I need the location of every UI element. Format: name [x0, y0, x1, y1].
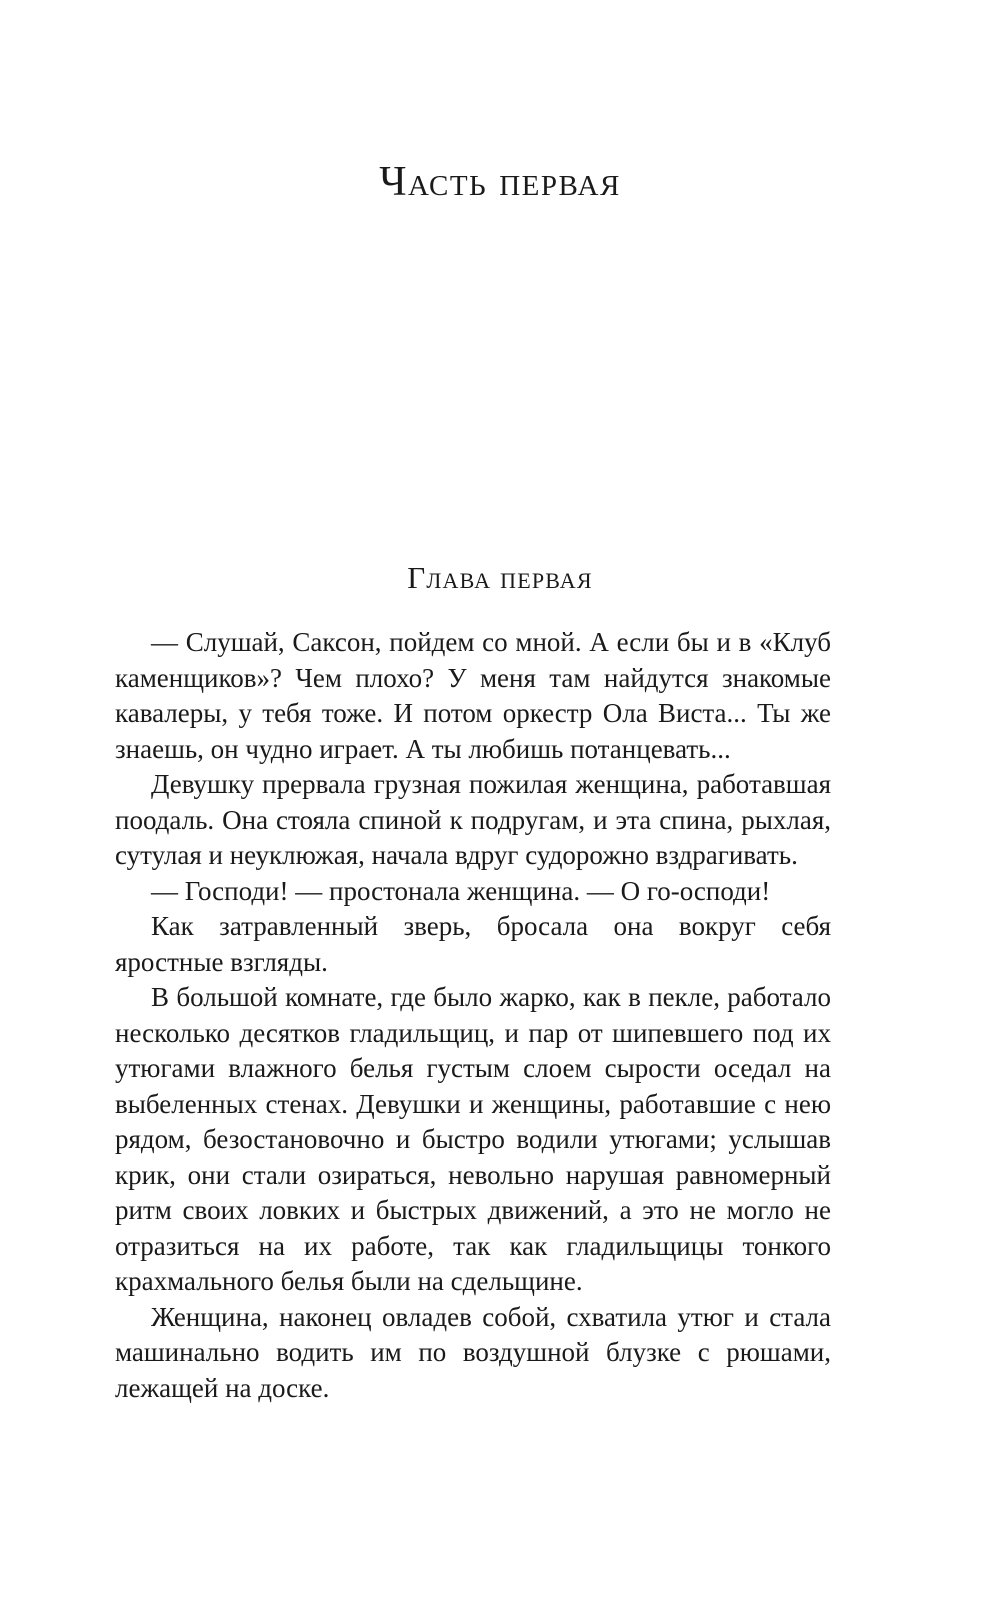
paragraph: Женщина, наконец овладев собой, схватила утюг и стала машинально водить им по воздушной блузке с рюшами, лежащей на доске.	[115, 1301, 831, 1403]
paragraph: Как затравленный зверь, бросала она вокруг себя яростные взгляды.	[115, 911, 831, 977]
chapter-title: Глава первая	[407, 560, 593, 595]
paragraph: Девушку прервала грузная пожилая женщина, работавшая поодаль. Она стояла спиной к подругам, и эта спина, рыхлая, сутулая и неуклюжая, начала вдруг судорожно вздрагивать.	[115, 769, 831, 870]
paragraph: — Слушай, Саксон, пойдем со мной. А если бы и в «Клуб каменщиков»? Чем плохо? У меня там найдутся знакомые кавалеры, у тебя тоже. И потом оркестр Ола Виста... Ты же знаешь, он чудно играет. А ты любишь потанцевать...	[115, 627, 831, 764]
part-title: Часть первая	[379, 159, 621, 205]
paragraph: — Господи! — простонала женщина. — О го-осподи!	[151, 875, 771, 906]
chapter-body	[115, 625, 831, 1406]
paragraph: В большой комнате, где было жарко, как в пекле, работало несколько десятков гладильщиц, и пар от шипевшего под их утюгами влажного белья густым слоем сырости оседал на выбеленных стенах. Девушки и женщины, работавшие с нею рядом, безостановочно и быстро водили утюгами; услышав крик, они стали озираться, невольно нарушая равномерный ритм своих ловких и быстрых движений, а это не могло не отразиться на их работе, так как гладильщицы тонкого крахмального белья были на сдельщине.	[115, 982, 831, 1296]
